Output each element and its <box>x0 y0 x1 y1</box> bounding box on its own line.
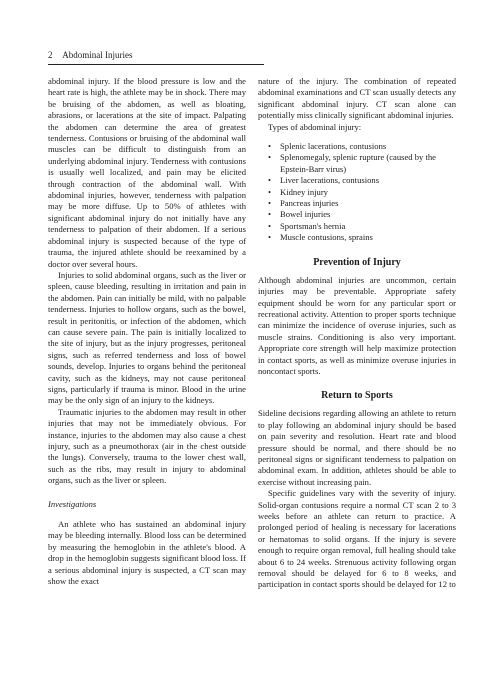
list-item: • Liver lacerations, contusions <box>268 175 380 186</box>
left-column <box>48 76 246 587</box>
bullet-icon: • <box>268 198 272 209</box>
section-heading-prevention: Prevention of Injury <box>313 256 401 268</box>
bullet-icon: • <box>268 186 272 197</box>
subheading-investigations: Investigations <box>48 498 97 509</box>
header-rule <box>48 64 264 65</box>
list-item: • Muscle contusions, sprains <box>268 232 373 243</box>
bullet-icon: • <box>268 152 272 163</box>
list-item: • Splenomegaly, splenic rupture (caused by the Epstein-Barr virus) <box>268 152 436 174</box>
body-paragraph: Sideline decisions regarding allowing an athlete to return to play following an abdominal injury should be based on pain severity and resolution. Heart rate and blood pressure should be normal, and there should be no peritoneal signs or significant tenderness to palpation on abdominal exam. In addition, athletes should be able to exercise without increasing pain. <box>258 408 456 487</box>
list-item: • Splenic lacerations, contusions <box>268 141 387 152</box>
body-paragraph: Although abdominal injuries are uncommon, certain injuries may be preventable. Appropriate safety equipment should be worn for any particular sport or recreational activity. Attention to proper sports technique can minimize the incidence of overuse injuries, such as muscle strains. Conditioning is also very important. Appropriate core strength will help maximize protection in contact sports, as well as minimize overuse injuries in noncontact sports. <box>258 274 456 376</box>
body-paragraph: nature of the injury. The combination of repeated abdominal examinations and CT scan usually detects any significant abdominal injury. CT scan alone can potentially miss clinically significant abdominal injuries. <box>258 76 456 121</box>
list-item: • Bowel injuries <box>268 209 331 220</box>
body-paragraph: Specific guidelines vary with the severity of injury. Solid-organ contusions require a normal CT scan 2 to 3 weeks before an athlete can return to practice. A prolonged period of healing is necessary for lacerations or hematomas to solid organs. If the injury is severe enough to require organ removal, full healing should take about 6 to 24 weeks. Strenuous activity following organ removal should be delayed for 6 to 8 weeks, and participation in contact sports should be delayed for 12 to <box>258 488 456 590</box>
list-intro: Types of abdominal injury: <box>268 121 362 132</box>
section-heading-return-to-sports: Return to Sports <box>321 390 393 402</box>
page-number: 2 <box>48 50 53 60</box>
injury-types-list <box>258 141 456 244</box>
bullet-icon: • <box>268 141 272 152</box>
running-header <box>48 50 133 61</box>
right-column <box>258 76 456 591</box>
bullet-icon: • <box>268 175 272 186</box>
bullet-icon: • <box>268 220 272 231</box>
list-item: • Sportsman's hernia <box>268 220 346 231</box>
running-title: Abdominal Injuries <box>62 50 133 60</box>
list-item: • Pancreas injuries <box>268 198 339 209</box>
body-paragraph: abdominal injury. If the blood pressure is low and the heart rate is high, the athlete may be in shock. There may be bruising of the abdomen, as well as bloating, abrasions, or lacerations at the site of impact. Palpating the abdomen can determine the area of greatest tenderness. Contusions or bruising of the abdominal wall muscles can be difficult to distinguish from an underlying abdominal injury. Tenderness with contusions is usually well localized, and pain may be elicited through contraction of the abdominal wall. With abdominal injuries, however, tenderness with palpation may be more diffuse. Up to 50% of athletes with significant abdominal injury do not initially have any tenderness to palpation of their abdomen. If a serious abdominal injury is suspected because of the type of trauma, the injured athlete should be reexamined by a doctor over several hours. <box>48 76 246 269</box>
bullet-icon: • <box>268 209 272 220</box>
body-paragraph: Traumatic injuries to the abdomen may result in other injuries that may not be immediately obvious. For instance, injuries to the abdomen may also cause a chest injury, such as a pneumothorax (air in the chest outside the lungs). Conversely, trauma to the lower chest wall, such as the ribs, may result in injury to abdominal organs, such as the liver or spleen. <box>48 406 246 486</box>
bullet-icon: • <box>268 232 272 243</box>
list-item: • Kidney injury <box>268 186 328 197</box>
body-paragraph: An athlete who has sustained an abdominal injury may be bleeding internally. Blood loss can be determined by measuring the hemoglobin in the athlete's blood. A drop in the hemoglobin suggests significant blood loss. If a serious abdominal injury is suspected, a CT scan may show the exact <box>48 519 246 587</box>
body-paragraph: Injuries to solid abdominal organs, such as the liver or spleen, cause bleeding, resulting in irritation and pain in the abdomen. Pain can initially be mild, with no palpable tenderness. Injuries to hollow organs, such as the bowel, result in peritonitis, or infection of the abdomen, which can cause severe pain. The pain is initially localized to the site of injury, but as the injury progresses, peritoneal signs, such as referred tenderness and loss of bowel sounds, develop. Injuries to organs behind the peritoneal cavity, such as the kidneys, may not cause peritoneal signs, particularly if trauma is minor. Blood in the urine may be the only sign of an injury to the kidneys. <box>48 269 246 406</box>
